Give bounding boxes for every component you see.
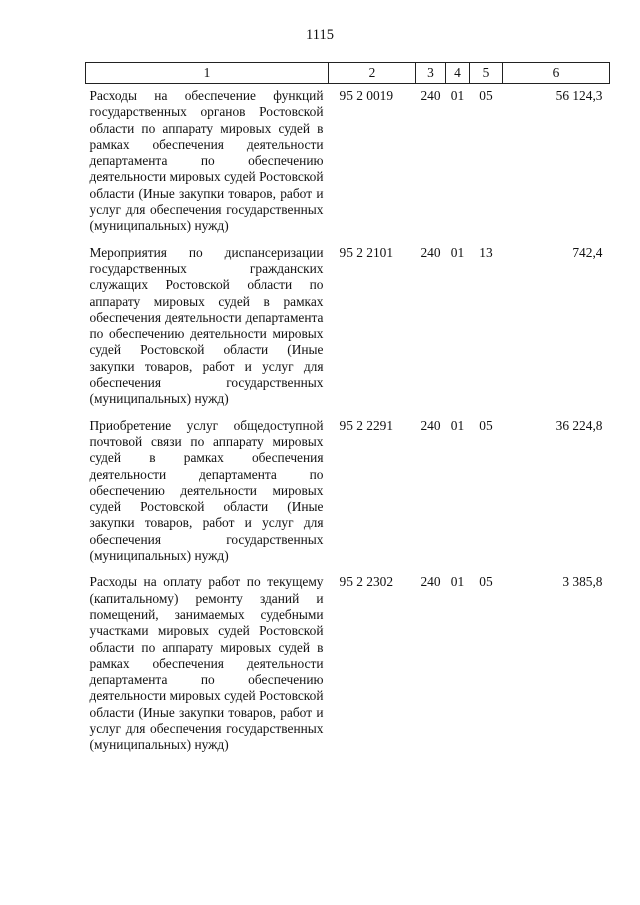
section-code: 01 bbox=[450, 417, 465, 433]
section-code: 01 bbox=[450, 88, 465, 103]
header-col-4: 4 bbox=[446, 63, 470, 84]
header-col-6: 6 bbox=[503, 63, 610, 84]
header-col-3: 3 bbox=[416, 63, 446, 84]
expense-type-code: 240 bbox=[420, 244, 441, 260]
header-row bbox=[86, 63, 610, 84]
expense-name: Приобретение услуг общедоступной почтовой связи по аппарату мировых судей в рамках обеспечения деятельности департамента по обеспечению деятельности мировых судей Ростовской области (Иные закупки товаров, работ и услуг для обеспечения государственных (муниципальных) нужд) bbox=[89, 417, 324, 564]
expense-type-code: 240 bbox=[420, 574, 441, 590]
subsection-code: 13 bbox=[479, 244, 493, 260]
section-code: 01 bbox=[450, 244, 465, 260]
amount: 36 224,8 bbox=[555, 417, 603, 433]
target-code: 95 2 2101 bbox=[339, 244, 394, 260]
expense-type-code: 240 bbox=[420, 417, 441, 433]
page-number: 1115 bbox=[306, 27, 334, 43]
table-row bbox=[86, 241, 610, 414]
expense-type-code: 240 bbox=[420, 88, 441, 103]
subsection-code: 05 bbox=[479, 417, 493, 433]
expense-name: Расходы на оплату работ по текущему (капитальному) ремонту зданий и помещений, занимаемых судебными участками мировых судей Ростовской области по аппарату мировых судей в рамках обеспечения деятельности департамента по обеспечению деятельности мировых судей Ростовской области (Иные закупки товаров, работ и услуг для обеспечения государственных (муниципальных) нужд) bbox=[89, 574, 324, 753]
table-row bbox=[86, 570, 610, 759]
budget-table bbox=[85, 62, 610, 760]
expense-name: Мероприятия по диспансеризации государственных гражданских служащих Ростовской области по аппарату мировых судей в рамках обеспечения деятельности департамента по обеспечению деятельности мировых судей Ростовской области (Иные закупки товаров, работ и услуг для обеспечения государственных (муниципальных) нужд) bbox=[89, 244, 324, 407]
expense-name: Расходы на обеспечение функций государственных органов Ростовской области по аппарату мировых судей в рамках обеспечения деятельности департамента по обеспечению деятельности мировых судей Ростовской области (Иные закупки товаров, работ и услуг для обеспечения государственных (муниципальных) нужд) bbox=[89, 88, 324, 234]
amount: 742,4 bbox=[572, 244, 603, 260]
target-code: 95 2 2291 bbox=[339, 417, 394, 433]
section-code: 01 bbox=[450, 574, 465, 590]
subsection-code: 05 bbox=[479, 574, 493, 590]
table-row bbox=[86, 414, 610, 571]
header-col-5: 5 bbox=[470, 63, 503, 84]
subsection-code: 05 bbox=[479, 88, 493, 103]
target-code: 95 2 0019 bbox=[339, 88, 394, 103]
amount: 56 124,3 bbox=[555, 88, 603, 103]
header-col-1: 1 bbox=[86, 63, 329, 84]
target-code: 95 2 2302 bbox=[339, 574, 394, 590]
table-row bbox=[86, 84, 610, 241]
amount: 3 385,8 bbox=[562, 574, 603, 590]
header-col-2: 2 bbox=[329, 63, 416, 84]
